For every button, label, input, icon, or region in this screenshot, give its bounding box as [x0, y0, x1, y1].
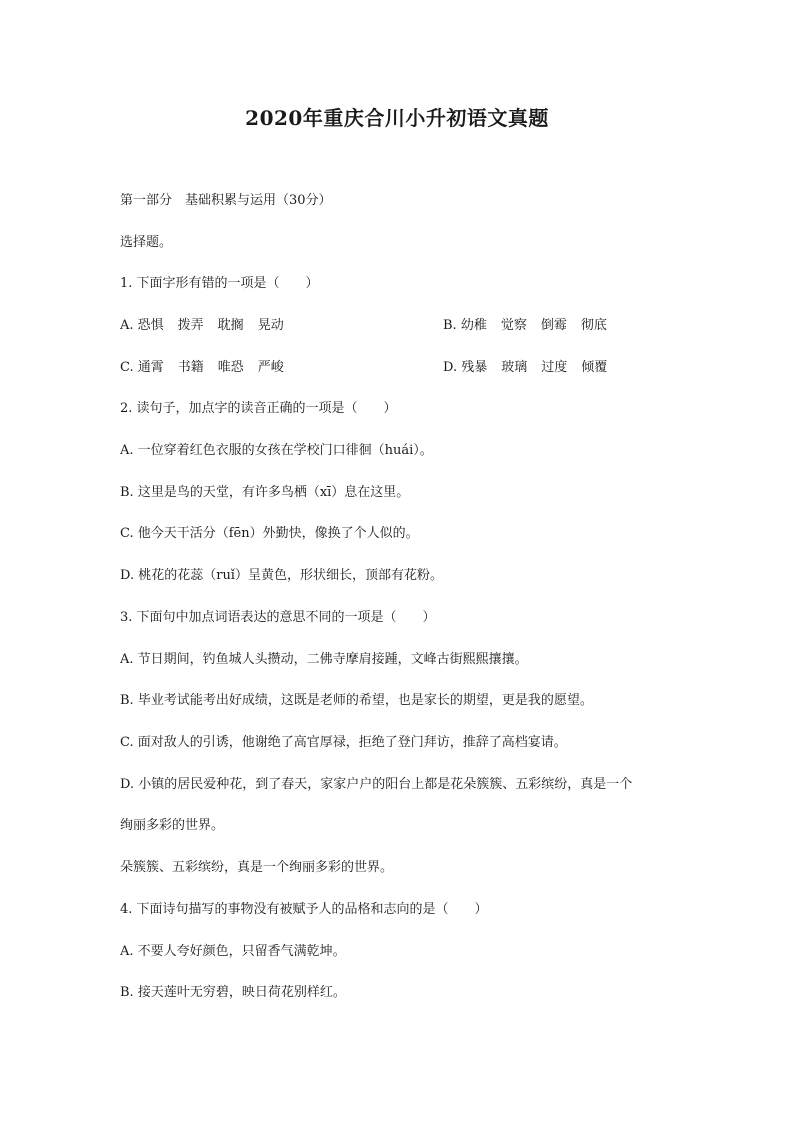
q3-option-c: C. 面对敌人的引诱，他谢绝了高官厚禄，拒绝了登门拜访，推辞了高档宴请。: [120, 735, 567, 750]
q1-a-word: 晃动: [257, 318, 284, 333]
q1-c-word: C. 通霄: [120, 360, 164, 375]
q1-c-word: 唯恐: [217, 360, 244, 375]
q2-option-b: B. 这里是鸟的天堂，有许多鸟栖（xī）息在这里。: [120, 485, 410, 500]
q1-b-word: 倒霉: [540, 318, 567, 333]
q1-stem: 1. 下面字形有错的一项是（ ）: [120, 276, 319, 291]
q1-a-word: 耽搁: [217, 318, 244, 333]
q1-d-word: 玻璃: [501, 360, 528, 375]
q4-option-b: B. 接天莲叶无穷碧，映日荷花别样红。: [120, 985, 346, 1000]
q3-option-d: D. 小镇的居民爱种花，到了春天，家家户户的阳台上都是花朵簇簇、五彩缤纷，真是一个: [120, 777, 633, 792]
q1-c-word: 严峻: [257, 360, 284, 375]
q3-stem: 3. 下面句中加点词语表达的意思不同的一项是（ ）: [120, 610, 436, 625]
q1-option-b: [443, 317, 607, 335]
q4-stem: 4. 下面诗句描写的事物没有被赋予人的品格和志向的是（ ）: [120, 902, 488, 917]
q1-a-word: A. 恐惧: [120, 318, 164, 333]
q2-option-d: D. 桃花的花蕊（ruǐ）呈黄色，形状细长，顶部有花粉。: [120, 568, 443, 583]
q1-b-word: 觉察: [500, 318, 527, 333]
section-heading: 第一部分 基础积累与运用（30分）: [120, 193, 332, 208]
q2-stem: 2. 读句子，加点字的读音正确的一项是（ ）: [120, 401, 397, 416]
q3-option-d-continued: 绚丽多彩的世界。: [120, 818, 225, 833]
q3-option-b: B. 毕业考试能考出好成绩，这既是老师的希望，也是家长的期望，更是我的愿望。: [120, 693, 593, 708]
q1-d-word: 过度: [541, 360, 568, 375]
q3-extra-line: 朵簇簇、五彩缤纷，真是一个绚丽多彩的世界。: [120, 860, 394, 875]
q2-option-c: C. 他今天干活分（fēn）外勤快，像换了个人似的。: [120, 526, 419, 541]
q1-d-word: D. 残暴: [443, 360, 488, 375]
q3-option-a: A. 节日期间，钓鱼城人头攒动，二佛寺摩肩接踵，文峰古街熙熙攘攘。: [120, 652, 528, 667]
choice-heading: 选择题。: [120, 235, 173, 250]
q1-option-d: [443, 359, 607, 377]
q1-d-word: 倾覆: [581, 360, 608, 375]
q1-b-word: B. 幼稚: [443, 318, 487, 333]
q2-option-a: A. 一位穿着红色衣服的女孩在学校门口徘徊（huái）。: [120, 443, 433, 458]
page-title: 2020年重庆合川小升初语文真题: [245, 106, 549, 130]
q1-option-c: [120, 359, 284, 377]
q1-option-a: [120, 317, 284, 335]
q4-option-a: A. 不要人夸好颜色，只留香气满乾坤。: [120, 944, 346, 959]
q1-a-word: 拨弄: [177, 318, 204, 333]
q1-b-word: 彻底: [580, 318, 607, 333]
q1-c-word: 书籍: [177, 360, 204, 375]
